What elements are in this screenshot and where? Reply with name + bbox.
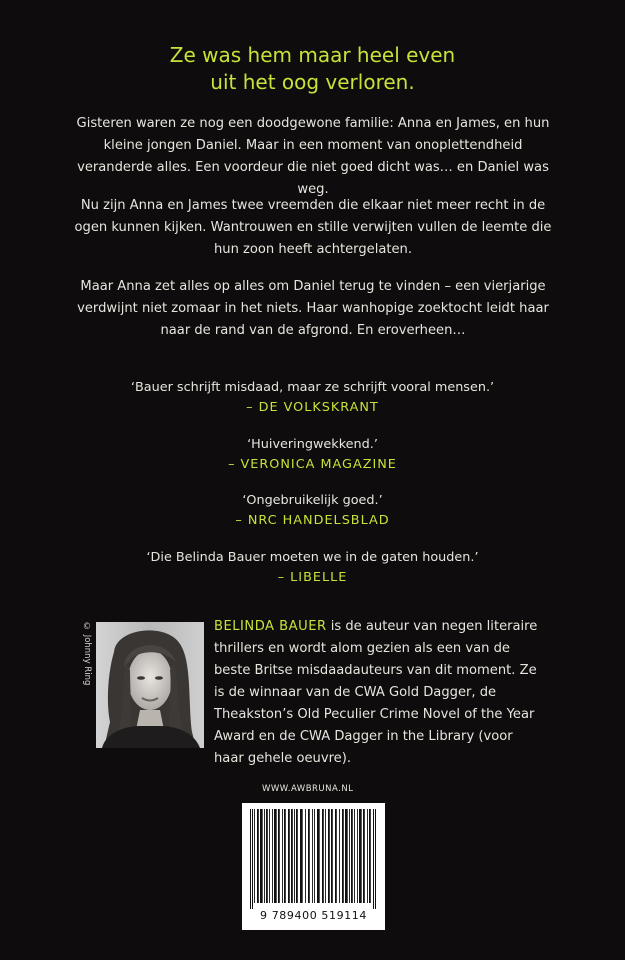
barcode-bar xyxy=(335,809,337,903)
review-quote-source: – NRC HANDELSBLAD xyxy=(235,513,390,528)
barcode-bars xyxy=(242,803,385,909)
barcode-bar xyxy=(363,809,365,903)
review-quote-text: ‘Bauer schrijft misdaad, maar ze schrijft vooral mensen.’ xyxy=(130,380,495,395)
barcode-bar xyxy=(257,809,259,903)
barcode-bar xyxy=(328,809,330,903)
barcode-bar xyxy=(254,809,255,903)
barcode-bar xyxy=(274,809,277,903)
review-quote xyxy=(0,491,625,531)
barcode-bar xyxy=(317,809,320,903)
barcode-bar xyxy=(339,809,340,903)
review-quote-source: – VERONICA MAGAZINE xyxy=(228,457,397,472)
publisher-url[interactable]: WWW.AWBRUNA.NL xyxy=(262,784,354,794)
author-portrait-image xyxy=(96,622,204,748)
barcode-bar xyxy=(325,809,326,903)
barcode-bar xyxy=(252,809,253,909)
barcode-bar xyxy=(314,809,315,903)
barcode-bar xyxy=(359,809,362,903)
review-quote-source: – LIBELLE xyxy=(277,570,348,585)
review-quote xyxy=(0,435,625,475)
barcode-bar xyxy=(354,809,355,903)
barcode-bar xyxy=(284,809,286,903)
author-bio xyxy=(214,616,544,770)
barcode-bar xyxy=(312,809,313,903)
blurb-paragraph-1: Gisteren waren ze nog een doodgewone familie: Anna en James, en hun kleine jongen Daniel. Maar in een moment van onoplettendheid veranderde alles. Een voordeur die niet goed dicht was… en Daniel was weg. xyxy=(76,116,550,197)
photo-credit: © Johnny Ring xyxy=(82,622,92,686)
barcode-bar xyxy=(296,809,298,903)
barcode-bar xyxy=(357,809,358,903)
barcode-bar xyxy=(291,809,293,903)
barcode-bar xyxy=(349,809,350,903)
tagline-line-1: Ze was hem maar heel even xyxy=(169,43,456,67)
review-quote xyxy=(0,548,625,588)
barcode-bar xyxy=(375,809,376,909)
barcode-bar xyxy=(282,809,283,903)
barcode-bar xyxy=(294,809,295,903)
barcode-bar xyxy=(322,809,324,903)
barcode-bar xyxy=(272,809,273,903)
barcode-bar xyxy=(288,809,290,903)
barcode-bar xyxy=(369,809,371,903)
barcode-bar xyxy=(331,809,333,903)
barcode-bar xyxy=(367,809,368,903)
review-quote-text: ‘Huiveringwekkend.’ xyxy=(247,437,378,452)
barcode-bar xyxy=(351,809,353,903)
author-bio-text: is de auteur van negen literaire thrillers en wordt alom gezien als een van de beste Britse misdaadauteurs van dit moment. Ze is de winnaar van de CWA Gold Dagger, de Theakston’s Old Peculier Crime Novel of the Year Award en de CWA Dagger in the Library (voor haar gehele oeuvre). xyxy=(214,619,538,766)
barcode-bar xyxy=(266,809,268,903)
isbn-number: 9 789400 519114 xyxy=(260,909,367,922)
barcode-bar xyxy=(345,809,348,903)
barcode-bar xyxy=(278,809,280,903)
review-quote-source: – DE VOLKSKRANT xyxy=(246,400,379,415)
author-photo xyxy=(96,622,204,748)
tagline xyxy=(0,42,625,96)
review-quote-text: ‘Die Belinda Bauer moeten we in de gaten houden.’ xyxy=(146,550,479,565)
barcode xyxy=(242,803,385,930)
blurb-paragraph-2: Nu zijn Anna en James twee vreemden die elkaar niet meer recht in de ogen kunnen kijken. Wantrouwen en stille verwijten vullen de leemte die hun zoon heeft achtergelaten. xyxy=(74,198,552,257)
blurb-paragraph-3: Maar Anna zet alles op alles om Daniel terug te vinden – een vierjarige verdwijnt niet zomaar in het niets. Haar wanhopige zoektocht leidt haar naar de rand van de afgrond. En eroverheen… xyxy=(77,279,549,338)
barcode-bar xyxy=(342,809,344,903)
barcode-bar xyxy=(373,809,374,909)
barcode-bar xyxy=(264,809,265,903)
tagline-line-2: uit het oog verloren. xyxy=(210,70,415,94)
barcode-bar xyxy=(269,809,270,903)
barcode-bar xyxy=(305,809,306,903)
barcode-bar xyxy=(250,809,251,909)
review-quote xyxy=(0,378,625,418)
review-quote-text: ‘Ongebruikelijk goed.’ xyxy=(242,493,383,508)
author-name: BELINDA BAUER xyxy=(214,619,327,634)
barcode-bar xyxy=(300,809,303,903)
barcode-bar xyxy=(260,809,263,903)
barcode-bar xyxy=(308,809,310,903)
